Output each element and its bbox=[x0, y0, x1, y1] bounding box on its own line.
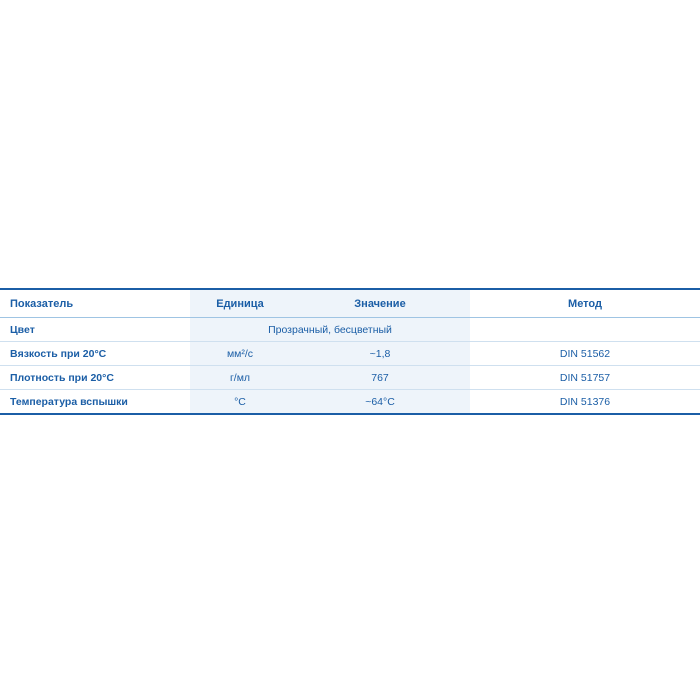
table-row bbox=[0, 342, 700, 366]
table-row bbox=[0, 390, 700, 415]
specification-table bbox=[0, 288, 700, 415]
column-header-name: Показатель bbox=[0, 289, 190, 318]
cell-method: DIN 51757 bbox=[470, 366, 700, 390]
table-header-row bbox=[0, 289, 700, 318]
cell-value: Прозрачный, бесцветный bbox=[190, 318, 470, 342]
table-body bbox=[0, 318, 700, 415]
specification-table-container bbox=[0, 288, 700, 415]
cell-method: DIN 51376 bbox=[470, 390, 700, 415]
cell-unit: г/мл bbox=[190, 366, 290, 390]
cell-unit: мм²/с bbox=[190, 342, 290, 366]
cell-method bbox=[470, 318, 700, 342]
column-header-unit: Единица bbox=[190, 289, 290, 318]
cell-name: Вязкость при 20°С bbox=[0, 342, 190, 366]
cell-value: ~64°С bbox=[290, 390, 470, 415]
cell-name: Плотность при 20°С bbox=[0, 366, 190, 390]
table-row bbox=[0, 366, 700, 390]
cell-unit: °С bbox=[190, 390, 290, 415]
column-header-value: Значение bbox=[290, 289, 470, 318]
table-row bbox=[0, 318, 700, 342]
table-header bbox=[0, 289, 700, 318]
cell-name: Цвет bbox=[0, 318, 190, 342]
cell-name: Температура вспышки bbox=[0, 390, 190, 415]
column-header-method: Метод bbox=[470, 289, 700, 318]
cell-value: 767 bbox=[290, 366, 470, 390]
cell-method: DIN 51562 bbox=[470, 342, 700, 366]
cell-value: ~1,8 bbox=[290, 342, 470, 366]
